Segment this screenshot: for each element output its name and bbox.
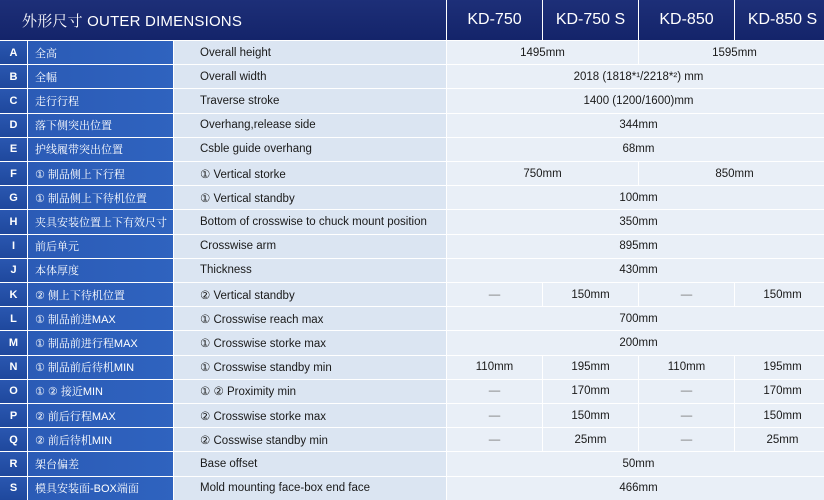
row-label-en: ② Cosswise standby min	[174, 427, 446, 451]
row-value: 170mm	[735, 379, 824, 403]
row-value: 850mm	[639, 161, 824, 185]
row-label-cn: 护线履带突出位置	[28, 137, 173, 161]
row-label-en: Csble guide overhang	[174, 137, 446, 161]
row-label-en: Overall width	[174, 64, 446, 88]
row-label-cn: 前后单元	[28, 234, 173, 258]
row-value: —	[639, 379, 734, 403]
row-label-cn: ② 前后行程MAX	[28, 403, 173, 427]
row-label-en: Base offset	[174, 451, 446, 475]
row-label-cn: 走行行程	[28, 88, 173, 112]
row-value: —	[447, 379, 542, 403]
row-label-en: Bottom of crosswise to chuck mount position	[174, 209, 446, 233]
row-label-en: ② Vertical standby	[174, 282, 446, 306]
row-label-cn: 落下侧突出位置	[28, 113, 173, 137]
row-value: 2018 (1818*¹/2218*²) mm	[447, 64, 824, 88]
table-title: 外形尺寸 OUTER DIMENSIONS	[0, 0, 446, 40]
row-letter: L	[0, 306, 27, 330]
row-value: 25mm	[543, 427, 638, 451]
row-value: —	[639, 427, 734, 451]
row-value: —	[639, 403, 734, 427]
row-letter: C	[0, 88, 27, 112]
row-label-cn: 全高	[28, 40, 173, 64]
row-letter: H	[0, 209, 27, 233]
row-label-cn: 模具安装面-BOX端面	[28, 476, 173, 500]
row-label-en: ① Crosswise storke max	[174, 330, 446, 354]
row-label-cn: ① 制品前后待机MIN	[28, 355, 173, 379]
model-header-kd-850: KD-850	[639, 0, 734, 40]
row-label-en: ① ② Proximity min	[174, 379, 446, 403]
row-letter: A	[0, 40, 27, 64]
row-value: —	[447, 427, 542, 451]
row-value: 68mm	[447, 137, 824, 161]
row-label-en: Overhang,release side	[174, 113, 446, 137]
row-value: 150mm	[543, 282, 638, 306]
row-value: 430mm	[447, 258, 824, 282]
row-value: 466mm	[447, 476, 824, 500]
row-value: 750mm	[447, 161, 638, 185]
row-value: —	[639, 282, 734, 306]
row-letter: E	[0, 137, 27, 161]
row-value: 25mm	[735, 427, 824, 451]
model-header-kd-750: KD-750	[447, 0, 542, 40]
row-letter: I	[0, 234, 27, 258]
row-value: 100mm	[447, 185, 824, 209]
row-letter: N	[0, 355, 27, 379]
row-label-cn: 架台偏差	[28, 451, 173, 475]
row-value: 150mm	[735, 282, 824, 306]
row-value: 1595mm	[639, 40, 824, 64]
row-label-cn: ① 制品前进行程MAX	[28, 330, 173, 354]
row-label-en: Crosswise arm	[174, 234, 446, 258]
row-label-cn: ① 制品侧上下行程	[28, 161, 173, 185]
row-value: —	[447, 403, 542, 427]
row-label-cn: 本体厚度	[28, 258, 173, 282]
row-label-cn: ① ② 接近MIN	[28, 379, 173, 403]
row-letter: K	[0, 282, 27, 306]
row-label-en: ① Vertical storke	[174, 161, 446, 185]
row-value: 700mm	[447, 306, 824, 330]
row-letter: G	[0, 185, 27, 209]
row-value: 1400 (1200/1600)mm	[447, 88, 824, 112]
row-label-cn: ① 制品前进MAX	[28, 306, 173, 330]
row-letter: P	[0, 403, 27, 427]
row-value: 195mm	[543, 355, 638, 379]
model-header-kd-850s: KD-850 S	[735, 0, 824, 40]
row-label-cn: ① 制品侧上下待机位置	[28, 185, 173, 209]
row-value: 195mm	[735, 355, 824, 379]
row-label-en: Overall height	[174, 40, 446, 64]
row-letter: Q	[0, 427, 27, 451]
row-letter: B	[0, 64, 27, 88]
row-label-en: Thickness	[174, 258, 446, 282]
row-value: 150mm	[735, 403, 824, 427]
row-value: 50mm	[447, 451, 824, 475]
row-value: 110mm	[639, 355, 734, 379]
row-label-en: ① Crosswise standby min	[174, 355, 446, 379]
row-label-cn: ② 侧上下待机位置	[28, 282, 173, 306]
row-label-en: ① Crosswise reach max	[174, 306, 446, 330]
row-label-cn: 夹具安装位置上下有效尺寸	[28, 209, 173, 233]
row-value: 350mm	[447, 209, 824, 233]
row-letter: S	[0, 476, 27, 500]
row-label-cn: 全幅	[28, 64, 173, 88]
row-value: 200mm	[447, 330, 824, 354]
row-label-en: Traverse stroke	[174, 88, 446, 112]
model-header-kd-750s: KD-750 S	[543, 0, 638, 40]
row-value: 170mm	[543, 379, 638, 403]
row-letter: J	[0, 258, 27, 282]
row-value: 895mm	[447, 234, 824, 258]
row-value: 344mm	[447, 113, 824, 137]
row-label-en: ② Crosswise storke max	[174, 403, 446, 427]
row-letter: M	[0, 330, 27, 354]
row-value: 110mm	[447, 355, 542, 379]
row-label-en: ① Vertical standby	[174, 185, 446, 209]
row-label-en: Mold mounting face-box end face	[174, 476, 446, 500]
row-label-cn: ② 前后待机MIN	[28, 427, 173, 451]
row-letter: R	[0, 451, 27, 475]
row-letter: F	[0, 161, 27, 185]
row-letter: D	[0, 113, 27, 137]
row-value: 150mm	[543, 403, 638, 427]
row-letter: O	[0, 379, 27, 403]
row-value: —	[447, 282, 542, 306]
row-value: 1495mm	[447, 40, 638, 64]
